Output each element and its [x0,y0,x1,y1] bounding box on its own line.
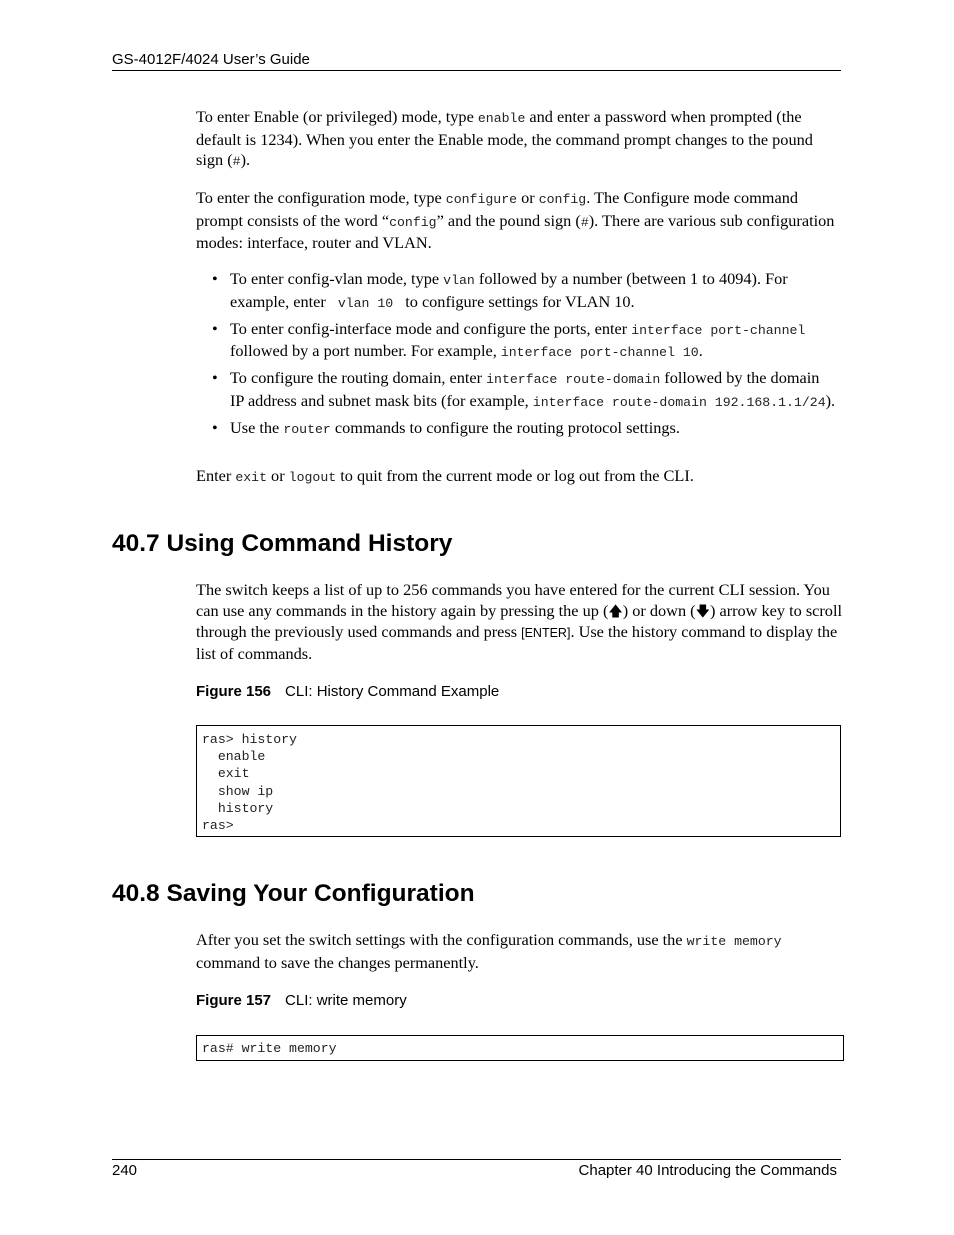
code-line: ras> [202,818,234,834]
code-line: ras# write memory [202,1041,337,1056]
code-line: exit [202,766,250,782]
page-header [112,51,841,71]
figure-157-caption [196,992,407,1010]
command-history-paragraph: The switch keeps a list of up to 256 commands you have entered for the current CLI session. You can use any commands in the history again by pressing the up (🡅) or down (🡇) arrow key to scroll through the previously used commands and press [ENTER]. Use the history command to display the list of commands. [196,580,842,663]
section-heading-saving-configuration: 40.8 Saving Your Configuration [112,880,475,907]
saving-paragraph: After you set the switch settings with the configuration commands, use the write memory command to save the changes permanently. [196,930,782,972]
down-arrow-icon: 🡇 [695,603,710,620]
page-footer [112,1159,841,1180]
list-item: • Use the router commands to configure the routing protocol settings. [196,418,836,441]
figure-title: CLI: write memory [285,992,407,1009]
enable-mode-paragraph: To enter Enable (or privileged) mode, type enable and enter a password when prompted (the default is 1234). When you enter the Enable mode, the command prompt changes to the pound sign (#). [196,107,813,169]
history-code-block [196,725,841,837]
write-memory-code-block [196,1035,844,1061]
code-line: ras> history [202,732,297,747]
up-arrow-icon: 🡅 [608,603,623,620]
guide-title: GS-4012F/4024 User’s Guide [112,51,310,68]
figure-title: CLI: History Command Example [285,683,500,700]
config-mode-paragraph: To enter the configuration mode, type configure or config. The Configure mode command prompt consists of the word “config” and the pound sign (#). There are various sub configuration modes: interface, router and VLAN. [196,188,835,252]
list-item: • To configure the routing domain, enter interface route-domain followed by the domain IP address and subnet mask bits (for example, interface route-domain 192.168.1.1/24). [196,368,836,413]
sub-mode-list [196,269,836,445]
list-item: • To enter config-interface mode and configure the ports, enter interface port-channel followed by a port number. For example, interface port-channel 10. [196,319,836,364]
section-heading-command-history: 40.7 Using Command History [112,530,453,557]
list-item: • To enter config-vlan mode, type vlan followed by a number (between 1 to 4094). For example, enter vlan 10 to configure settings for VLAN 10. [196,269,836,314]
exit-paragraph: Enter exit or logout to quit from the current mode or log out from the CLI. [196,466,694,485]
figure-label: Figure 157 [196,992,272,1009]
code-line: history [202,800,274,816]
chapter-title: Chapter 40 Introducing the Commands [578,1162,837,1179]
enter-key: [ENTER] [521,626,571,640]
code-line: show ip [202,783,274,799]
figure-156-caption [196,683,499,701]
page-number: 240 [112,1162,138,1179]
figure-label: Figure 156 [196,683,272,700]
code-line: enable [202,749,266,765]
